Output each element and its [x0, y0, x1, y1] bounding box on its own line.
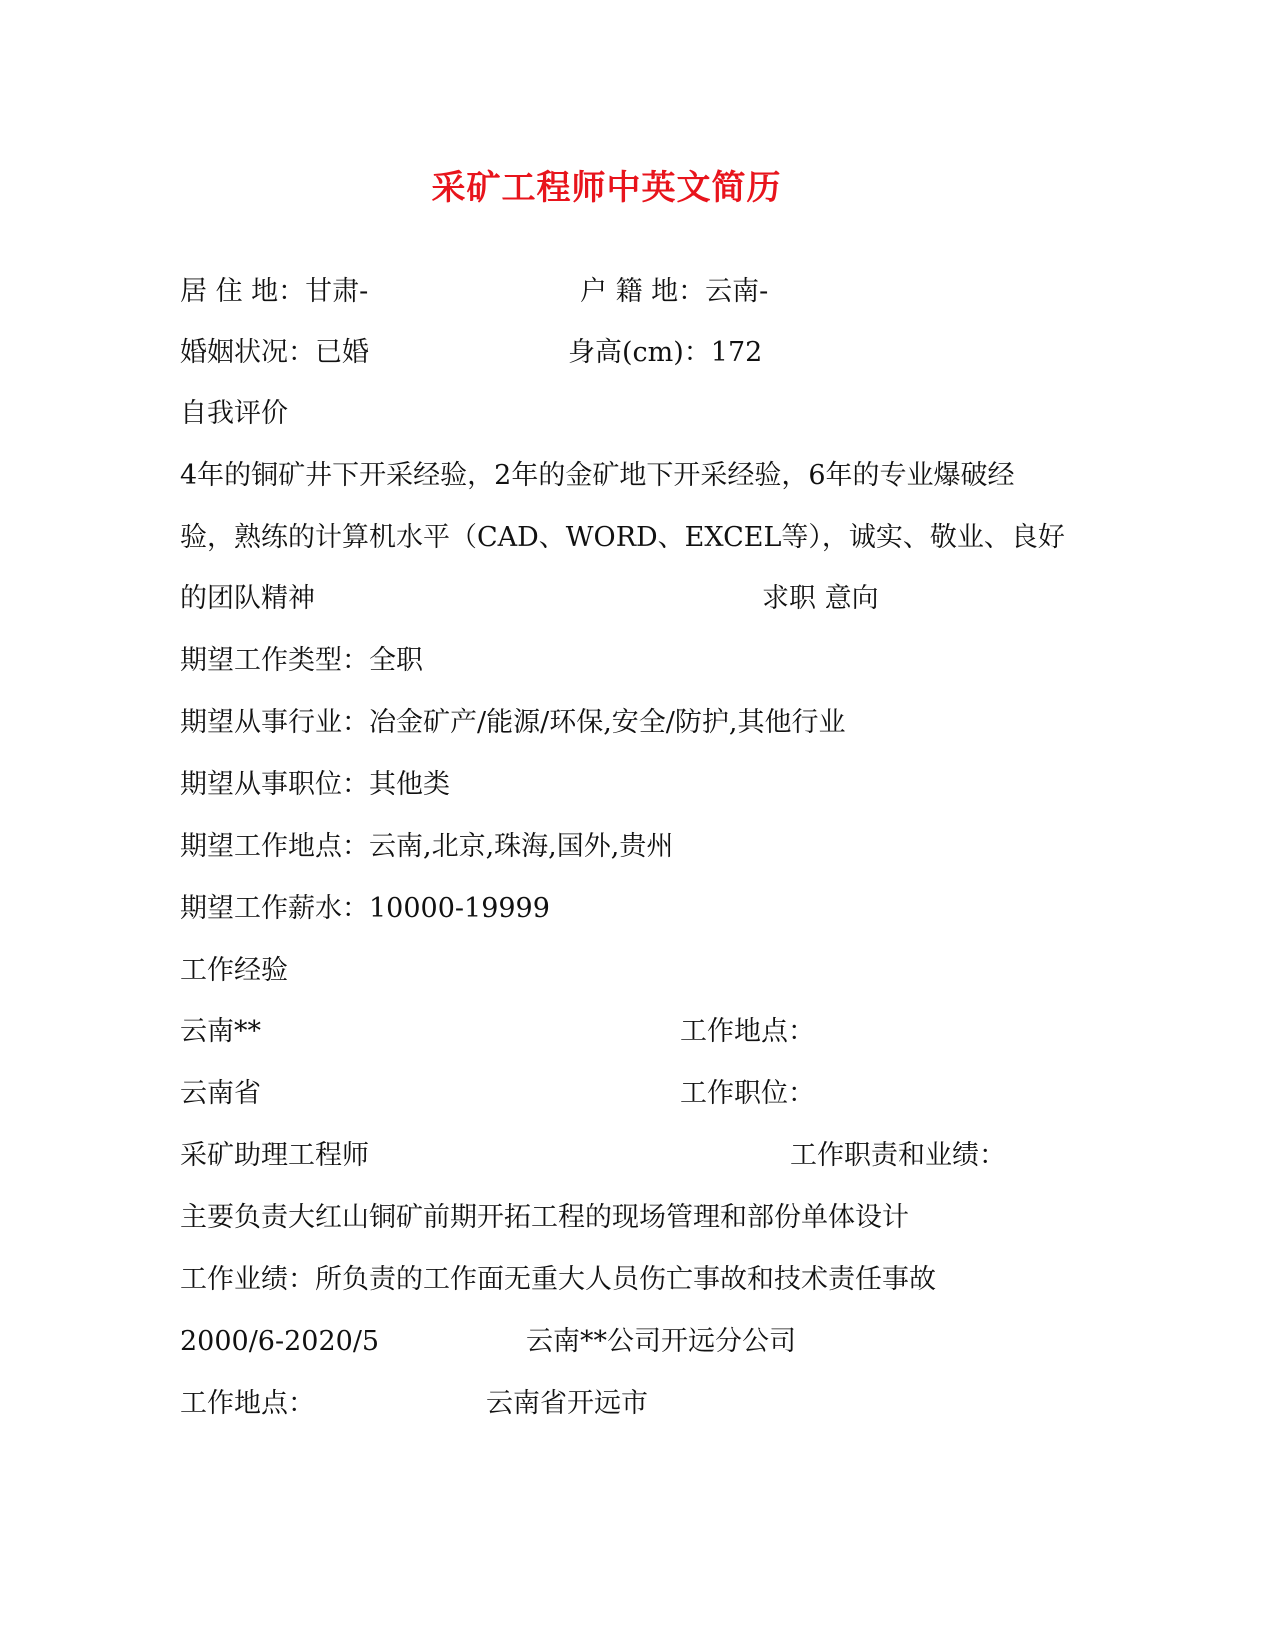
- marital-field: 婚姻状况：已婚: [180, 337, 369, 368]
- self-eval-line-3: 的团队精神: [180, 583, 315, 614]
- height-field: 身高(cm)：172: [568, 337, 763, 368]
- residence-field: 居 住 地：甘肃-: [180, 276, 369, 307]
- duties-label-1: 工作职责和业绩：: [790, 1140, 1006, 1171]
- company-1: 云南**: [180, 1016, 261, 1047]
- hukou-field: 户 籍 地：云南-: [580, 276, 769, 307]
- province-1: 云南省: [180, 1078, 261, 1109]
- achievement-1: 工作业绩：所负责的工作面无重大人员伤亡事故和技术责任事故: [180, 1264, 936, 1295]
- self-eval-line-1: 4年的铜矿井下开采经验，2年的金矿地下开采经验，6年的专业爆破经: [180, 460, 1015, 491]
- period-2: 2000/6-2020/5: [180, 1326, 380, 1357]
- self-eval-line-2: 验，熟练的计算机水平（CAD、WORD、EXCEL等），诚实、敬业、良好: [180, 522, 1065, 553]
- job-title-1: 采矿助理工程师: [180, 1140, 369, 1171]
- job-intent-heading: 求职 意向: [762, 583, 879, 614]
- document-title: 采矿工程师中英文简历: [431, 168, 782, 208]
- self-eval-heading: 自我评价: [180, 398, 288, 429]
- intent-type: 期望工作类型：全职: [180, 645, 423, 676]
- experience-heading: 工作经验: [180, 955, 288, 986]
- intent-salary: 期望工作薪水：10000-19999: [180, 893, 550, 924]
- location-label-1: 工作地点：: [680, 1016, 815, 1047]
- intent-position: 期望从事职位：其他类: [180, 769, 450, 800]
- position-label-1: 工作职位：: [680, 1078, 815, 1109]
- duties-1: 主要负责大红山铜矿前期开拓工程的现场管理和部份单体设计: [180, 1202, 909, 1233]
- intent-industry: 期望从事行业：冶金矿产/能源/环保,安全/防护,其他行业: [180, 707, 846, 738]
- intent-location: 期望工作地点：云南,北京,珠海,国外,贵州: [180, 831, 674, 862]
- location-label-2: 工作地点：: [180, 1388, 315, 1419]
- company-2: 云南**公司开远分公司: [526, 1326, 796, 1357]
- location-2: 云南省开远市: [486, 1388, 648, 1419]
